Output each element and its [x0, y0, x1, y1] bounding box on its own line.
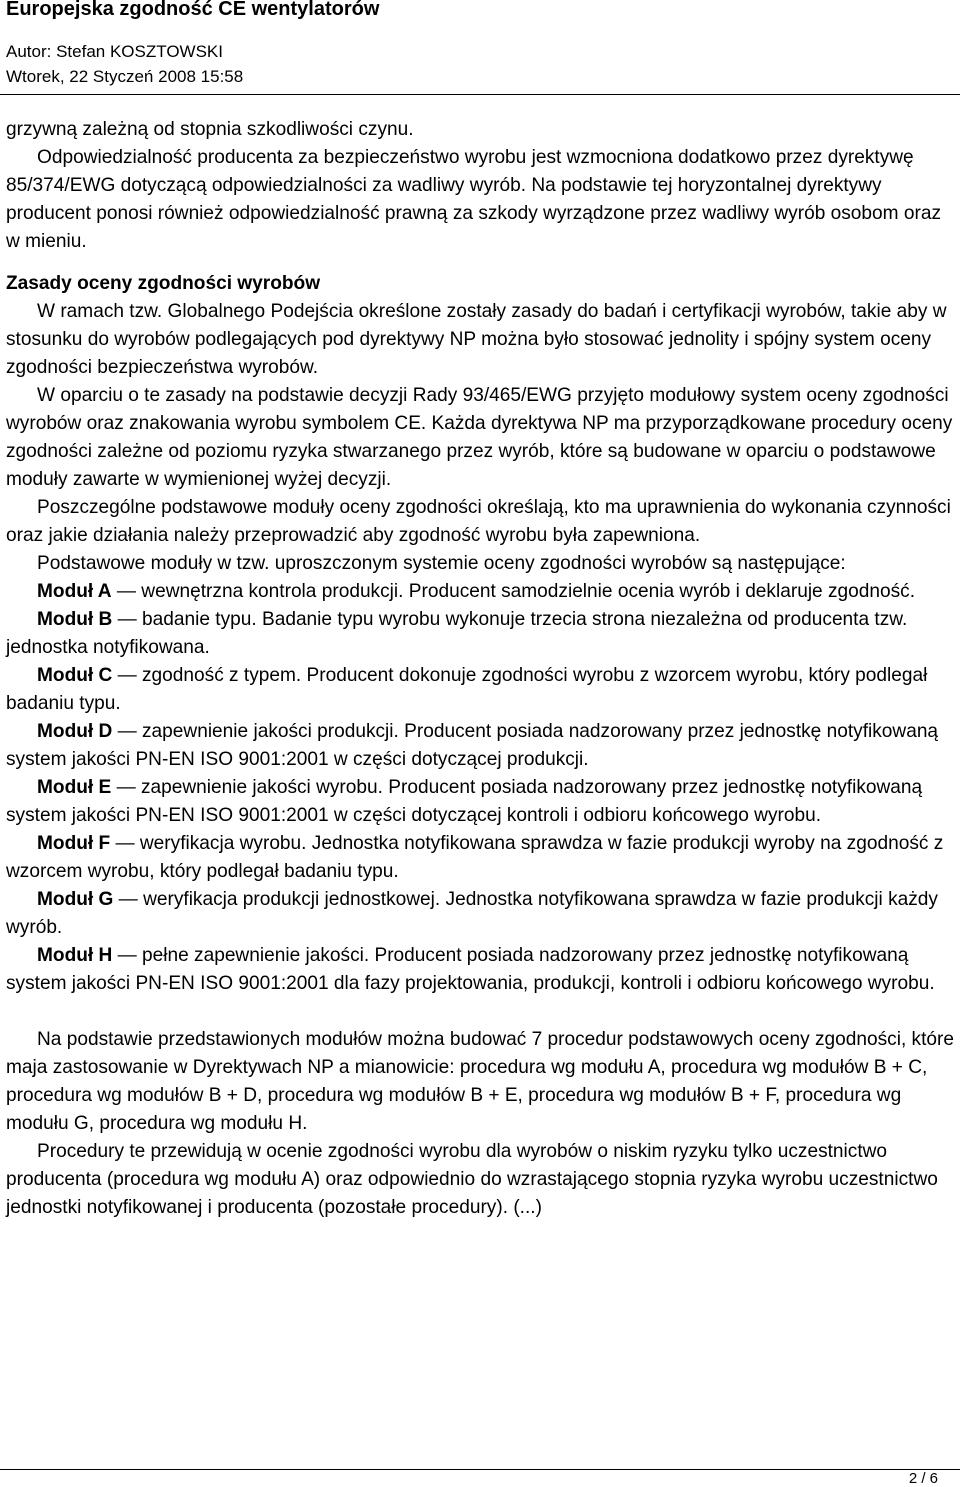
module-name: Moduł A	[37, 581, 112, 602]
module-name: Moduł E	[37, 777, 112, 798]
module-name: Moduł H	[37, 945, 113, 966]
module-description: — badanie typu. Badanie typu wyrobu wykonuje trzecia strona niezależna od producenta tzw. jednostka notyfikowana.	[6, 609, 908, 658]
header-divider	[0, 94, 960, 95]
module-item	[6, 606, 958, 662]
module-name: Moduł B	[37, 609, 113, 630]
module-item	[6, 774, 958, 830]
document-header	[0, 0, 960, 96]
page-number: 2 / 6	[908, 1470, 938, 1487]
module-name: Moduł D	[37, 721, 113, 742]
paragraph-continuation: grzywną zależną od stopnia szkodliwości czynu.	[6, 119, 414, 140]
module-name: Moduł F	[37, 833, 111, 854]
paragraph-modules-intro: Poszczególne podstawowe moduły oceny zgodności określają, kto ma uprawnienia do wykonania czynności oraz jakie działania należy przeprowadzić aby zgodność wyrobu była zapewniona.	[6, 497, 951, 546]
module-description: — zapewnienie jakości produkcji. Producent posiada nadzorowany przez jednostkę notyfikowaną system jakości PN-EN ISO 9001:2001 w części dotyczącej produkcji.	[6, 721, 939, 770]
date-line: Wtorek, 22 Styczeń 2008 15:58	[6, 67, 244, 86]
module-item	[6, 886, 958, 942]
module-description: — pełne zapewnienie jakości. Producent posiada nadzorowany przez jednostkę notyfikowaną system jakości PN-EN ISO 9001:2001 dla fazy projektowania, produkcji, kontroli i odbioru końcowego wyrobu.	[6, 945, 935, 994]
spacer	[6, 998, 958, 1026]
module-description: — wewnętrzna kontrola produkcji. Producent samodzielnie ocenia wyrób i deklaruje zgodność.	[116, 581, 916, 602]
section-heading: Zasady oceny zgodności wyrobów	[6, 273, 321, 294]
paragraph-producer-liability: Odpowiedzialność producenta za bezpieczeństwo wyrobu jest wzmocniona dodatkowo przez dyrektywę 85/374/EWG dotyczącą odpowiedzialności za wadliwy wyrób. Na podstawie tej horyzontalnej dyrektywy producent ponosi również odpowiedzialność prawną za szkody wyrządzone przez wadliwy wyrób osobom oraz w mieniu.	[6, 147, 942, 252]
module-name: Moduł C	[37, 665, 113, 686]
module-description: — zgodność z typem. Producent dokonuje zgodności wyrobu z wzorcem wyrobu, który podlegał badaniu typu.	[6, 665, 928, 714]
spacer	[6, 256, 958, 270]
article-body	[6, 116, 958, 1222]
paragraph-procedures-risk: Procedury te przewidują w ocenie zgodności wyrobu dla wyrobów o niskim ryzyku tylko uczestnictwo producenta (procedura wg modułu A) oraz odpowiednio do wzrastającego stopnia ryzyka wyrobu uczestnictwo jednostki notyfikowanej i producenta (pozostałe procedury). (...)	[6, 1141, 938, 1218]
module-description: — weryfikacja wyrobu. Jednostka notyfikowana sprawdza w fazie produkcji wyroby na zgodność z wzorcem wyrobu, który podlegał badaniu typu.	[6, 833, 944, 882]
module-item	[6, 942, 958, 998]
module-name: Moduł G	[37, 889, 114, 910]
module-item	[6, 662, 958, 718]
document-title: Europejska zgodność CE wentylatorów	[6, 0, 380, 20]
paragraph-global-approach: W ramach tzw. Globalnego Podejścia określone zostały zasady do badań i certyfikacji wyrobów, takie aby w stosunku do wyrobów podlegających pod dyrektywy NP można było stosować jednolity i spójny system oceny zgodności bezpieczeństwa wyrobów.	[6, 301, 947, 378]
footer-divider	[0, 1469, 960, 1470]
module-item	[6, 578, 958, 606]
author-line: Autor: Stefan KOSZTOWSKI	[6, 42, 223, 61]
module-description: — weryfikacja produkcji jednostkowej. Jednostka notyfikowana sprawdza w fazie produkcji każdy wyrób.	[6, 889, 938, 938]
paragraph-council-decision: W oparciu o te zasady na podstawie decyzji Rady 93/465/EWG przyjęto modułowy system oceny zgodności wyrobów oraz znakowania wyrobu symbolem CE. Każda dyrektywa NP ma przyporządkowane procedury oceny zgodności zależne od poziomu ryzyka stwarzanego przez wyrób, które są budowane w oparciu o podstawowe moduły zawarte w wymienionej wyżej decyzji.	[6, 385, 953, 490]
paragraph-modules-list-intro: Podstawowe moduły w tzw. uproszczonym systemie oceny zgodności wyrobów są następujące:	[37, 553, 846, 574]
module-item	[6, 718, 958, 774]
module-description: — zapewnienie jakości wyrobu. Producent posiada nadzorowany przez jednostkę notyfikowaną system jakości PN-EN ISO 9001:2001 w części dotyczącej kontroli i odbioru końcowego wyrobu.	[6, 777, 923, 826]
paragraph-procedures: Na podstawie przedstawionych modułów można budować 7 procedur podstawowych oceny zgodności, które maja zastosowanie w Dyrektywach NP a mianowicie: procedura wg modułu A, procedura wg modułów B + C, procedura wg modułów B + D, procedura wg modułów B + E, procedura wg modułów B + F, procedura wg modułu G, procedura wg modułu H.	[6, 1029, 955, 1134]
module-item	[6, 830, 958, 886]
